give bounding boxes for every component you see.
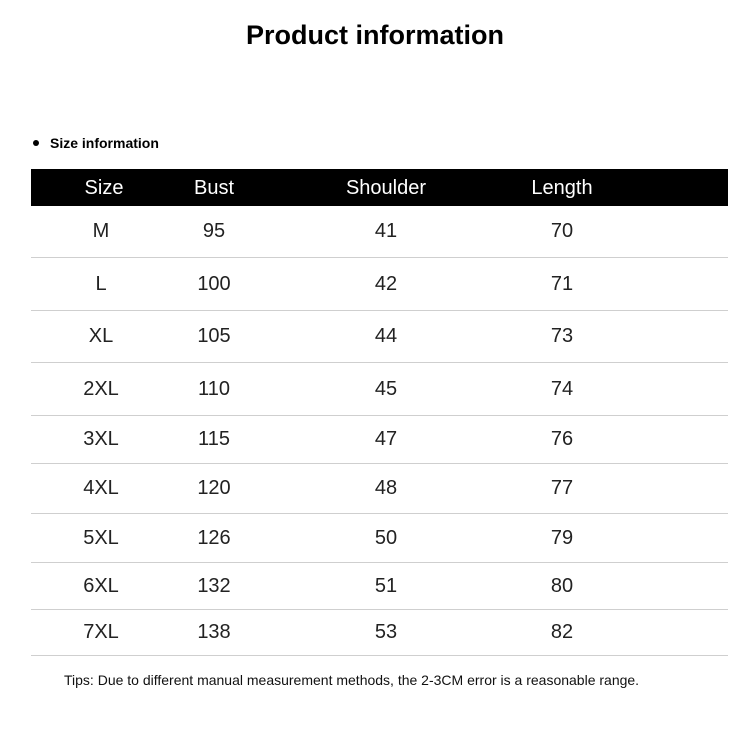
- table-row: [31, 258, 728, 311]
- cell-bust: 120: [197, 477, 231, 499]
- header-bust: Bust: [193, 177, 235, 199]
- cell-shoulder: 47: [374, 428, 398, 450]
- table-header: [31, 169, 728, 206]
- cell-size: 4XL: [83, 477, 119, 499]
- cell-shoulder: 45: [374, 378, 398, 400]
- cell-bust: 95: [202, 220, 226, 242]
- cell-shoulder: 48: [374, 477, 398, 499]
- cell-shoulder: 41: [374, 220, 398, 242]
- header-length: Length: [531, 177, 593, 199]
- cell-length: 77: [550, 477, 574, 499]
- table-body: [31, 206, 728, 656]
- table-row: [31, 363, 728, 416]
- cell-length: 79: [550, 527, 574, 549]
- cell-length: 71: [550, 273, 574, 295]
- cell-length: 82: [550, 621, 574, 643]
- cell-shoulder: 53: [374, 621, 398, 643]
- cell-size: 7XL: [83, 621, 119, 643]
- cell-bust: 110: [198, 378, 230, 400]
- section-label: Size information: [50, 135, 159, 151]
- cell-bust: 132: [197, 575, 231, 597]
- header-size: Size: [84, 177, 124, 199]
- bullet-icon: [33, 140, 39, 146]
- cell-size: XL: [88, 325, 114, 347]
- size-table: [31, 169, 728, 656]
- table-row: [31, 563, 728, 610]
- cell-length: 80: [550, 575, 574, 597]
- cell-size: 3XL: [83, 428, 119, 450]
- cell-bust: 115: [198, 428, 230, 450]
- cell-size: 5XL: [83, 527, 119, 549]
- cell-shoulder: 51: [374, 575, 398, 597]
- cell-length: 76: [550, 428, 574, 450]
- table-row: [31, 610, 728, 656]
- cell-bust: 126: [197, 527, 231, 549]
- section-heading: [33, 135, 159, 151]
- cell-size: M: [92, 220, 110, 242]
- cell-shoulder: 44: [374, 325, 398, 347]
- cell-bust: 100: [197, 273, 231, 295]
- page-title: Product information: [246, 20, 504, 50]
- cell-length: 73: [550, 325, 574, 347]
- tips-note: Tips: Due to different manual measurement methods, the 2-3CM error is a reasonable range.: [64, 672, 640, 688]
- cell-length: 74: [550, 378, 574, 400]
- cell-size: 6XL: [83, 575, 119, 597]
- header-shoulder: Shoulder: [345, 177, 427, 199]
- cell-shoulder: 42: [374, 273, 398, 295]
- table-row: [31, 416, 728, 464]
- table-row: [31, 206, 728, 258]
- cell-size: 2XL: [83, 378, 119, 400]
- cell-size: L: [95, 273, 107, 295]
- cell-bust: 105: [197, 325, 231, 347]
- table-row: [31, 464, 728, 514]
- table-row: [31, 311, 728, 363]
- table-row: [31, 514, 728, 563]
- cell-shoulder: 50: [374, 527, 398, 549]
- cell-bust: 138: [197, 621, 231, 643]
- cell-length: 70: [550, 220, 574, 242]
